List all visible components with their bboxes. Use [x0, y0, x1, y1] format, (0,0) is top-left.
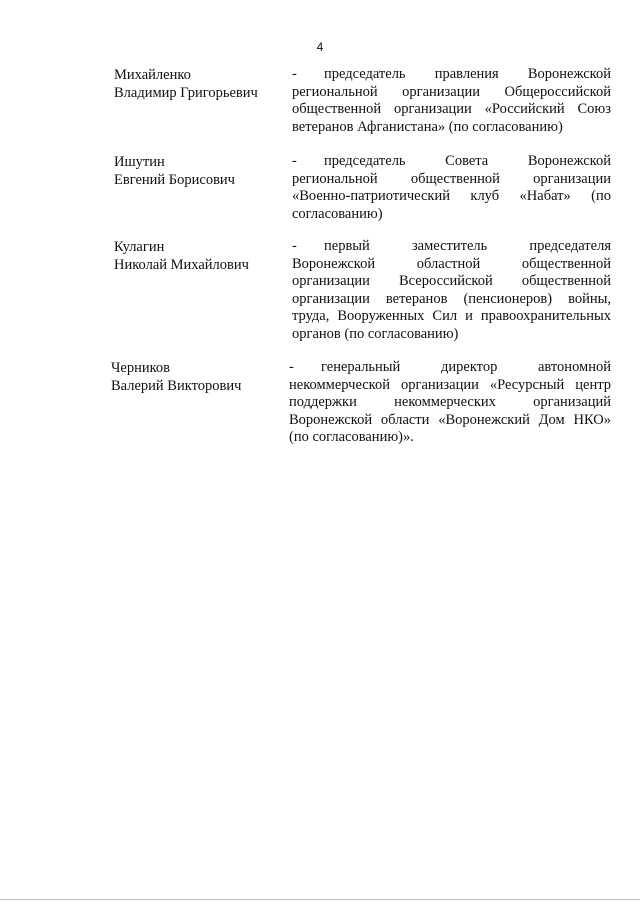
role-text: председатель Совета Воронежской региональной общественной организации «Военно-патриотический клуб «Набат» (по согласованию) [292, 153, 611, 222]
role-dash: - [292, 66, 297, 82]
role-dash: - [292, 153, 297, 169]
member-surname: Михайленко [114, 67, 191, 83]
member-role [289, 359, 611, 447]
member-role [292, 238, 611, 344]
member-role [292, 66, 611, 136]
role-text: первый заместитель председателя Воронежской областной общественной организации Всероссийской общественной организации ветеранов (пенсионеров) войны, труда, Вооруженных Сил и правоохранительных органов (по согласованию) [292, 238, 611, 342]
member-surname: Ишутин [114, 154, 165, 170]
member-surname: Кулагин [114, 239, 165, 255]
member-given-names: Владимир Григорьевич [114, 85, 258, 101]
page-bottom-border [0, 899, 640, 900]
member-given-names: Евгений Борисович [114, 172, 235, 188]
page-number: 4 [316, 40, 324, 54]
member-name [114, 153, 289, 189]
role-dash: - [289, 359, 294, 375]
member-name [114, 238, 289, 274]
member-name [114, 66, 289, 102]
role-text: председатель правления Воронежской региональной организации Общероссийской общественной организации «Российский Союз ветеранов Афганистана» (по согласованию) [292, 66, 611, 135]
member-role [292, 153, 611, 223]
role-dash: - [292, 238, 297, 254]
member-given-names: Николай Михайлович [114, 257, 249, 273]
role-text: генеральный директор автономной некоммерческой организации «Ресурсный центр поддержки некоммерческих организаций Воронежской области «Воронежский Дом НКО» (по согласованию)». [289, 359, 611, 446]
member-given-names: Валерий Викторович [111, 378, 242, 394]
member-surname: Черников [111, 360, 171, 376]
member-name [111, 359, 286, 395]
